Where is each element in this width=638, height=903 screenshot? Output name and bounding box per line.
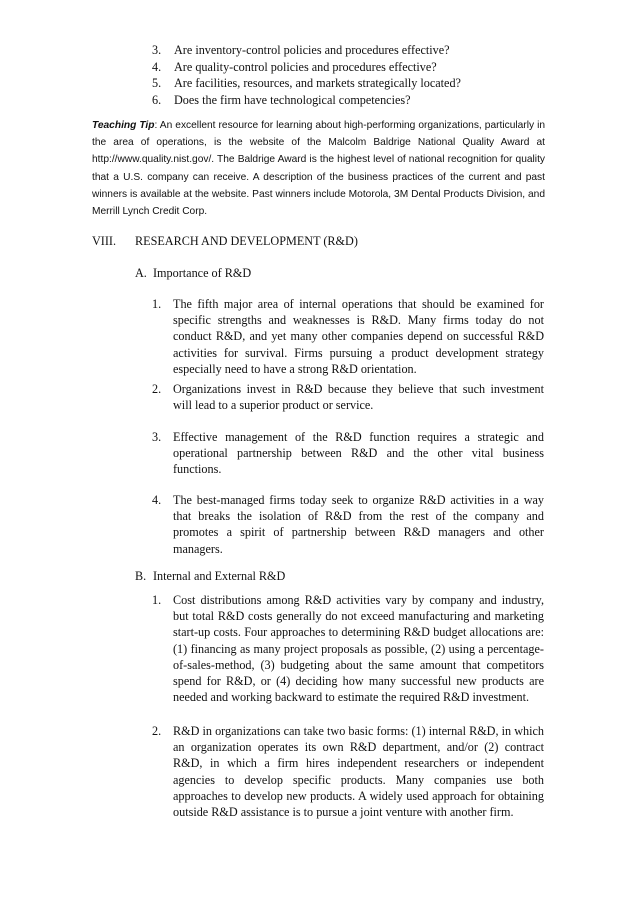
item-text: R&D in organizations can take two basic forms: (1) internal R&D, in which an organization operates its own R&D department, and/or (2) contract R&D, in which a firm hires independent researchers or independent agencies to develop specific products. Many companies use both approaches to develop new products. A widely used approach for obtaining outside R&D assistance is to pursue a joint venture with another firm.: [173, 724, 544, 820]
item-text: The fifth major area of internal operations that should be examined for specific strengths and weaknesses is R&D. Many firms today do not conduct R&D, and yet many other companies depend on successful R&D activities for survival. Firms pursuing a product development strategy especially need to have a strong R&D orientation.: [173, 297, 544, 376]
item-text: Cost distributions among R&D activities vary by company and industry, but total R&D costs generally do not exceed manufacturing and marketing start-up costs. Four approaches to determining R&D budget allocations are: (1) financing as many project proposals as possible, (2) using a percentage-of-sales-method, (3) budgeting about the same amount that competitors spend for R&D, or (4) deciding how many successful new products are needed and working backward to estimate the required R&D investment.: [173, 593, 544, 705]
list-item: [152, 42, 552, 59]
item-number: 2.: [152, 382, 162, 396]
item-number: 4.: [152, 493, 162, 507]
subsection-letter: A.: [135, 266, 147, 280]
list-item: [152, 592, 544, 705]
list-item: [152, 75, 552, 92]
item-number: 1.: [152, 297, 162, 311]
item-number: 4.: [152, 59, 162, 74]
item-text: Organizations invest in R&D because they believe that such investment will lead to a superior product or service.: [173, 382, 544, 413]
subsection-heading-a: [135, 265, 251, 281]
item-text: Are quality-control policies and procedures effective?: [174, 59, 437, 74]
list-item: [152, 429, 544, 478]
subsection-heading-b: [135, 568, 285, 584]
item-number: 6.: [152, 92, 162, 107]
teaching-tip-label: Teaching Tip: [92, 120, 155, 131]
item-text: Does the firm have technological competencies?: [174, 92, 411, 107]
list-item: [152, 92, 552, 109]
item-number: 2.: [152, 724, 162, 738]
item-number: 3.: [152, 430, 162, 444]
list-item: [152, 296, 544, 377]
subsection-letter: B.: [135, 569, 147, 583]
item-number: 3.: [152, 43, 162, 57]
item-text: The best-managed firms today seek to organize R&D activities in a way that breaks the isolation of R&D from the rest of the company and promotes a spirit of partnership between R&D managers and other managers.: [173, 493, 544, 556]
section-heading: [92, 233, 358, 249]
item-text: Effective management of the R&D function requires a strategic and operational partnership between R&D and the other vital business functions.: [173, 430, 544, 477]
list-item: [152, 723, 544, 820]
item-number: 5.: [152, 76, 162, 90]
item-text: Are facilities, resources, and markets strategically located?: [174, 76, 461, 90]
teaching-tip: [92, 117, 545, 220]
teaching-tip-text: : An excellent resource for learning about high-performing organizations, particularly in the area of operations, is the website of the Malcolm Baldrige National Quality Award at http://www.quality.nist.gov/. The Baldrige Award is the highest level of national recognition for quality that a U.S. company can receive. A description of the business practices of the current and past winners is available at the website. Past winners include Motorola, 3M Dental Products Division, and Merrill Lynch Credit Corp.: [92, 120, 546, 218]
section-numeral: VIII.: [92, 234, 117, 248]
question-list: [152, 42, 552, 108]
list-item: [152, 492, 544, 557]
section-title: RESEARCH AND DEVELOPMENT (R&D): [135, 234, 358, 248]
item-number: 1.: [152, 593, 162, 607]
list-item: [152, 59, 552, 76]
list-item: [152, 381, 544, 413]
item-text: Are inventory-control policies and procedures effective?: [174, 43, 450, 57]
subsection-title: Internal and External R&D: [153, 569, 286, 583]
subsection-title: Importance of R&D: [153, 266, 252, 280]
